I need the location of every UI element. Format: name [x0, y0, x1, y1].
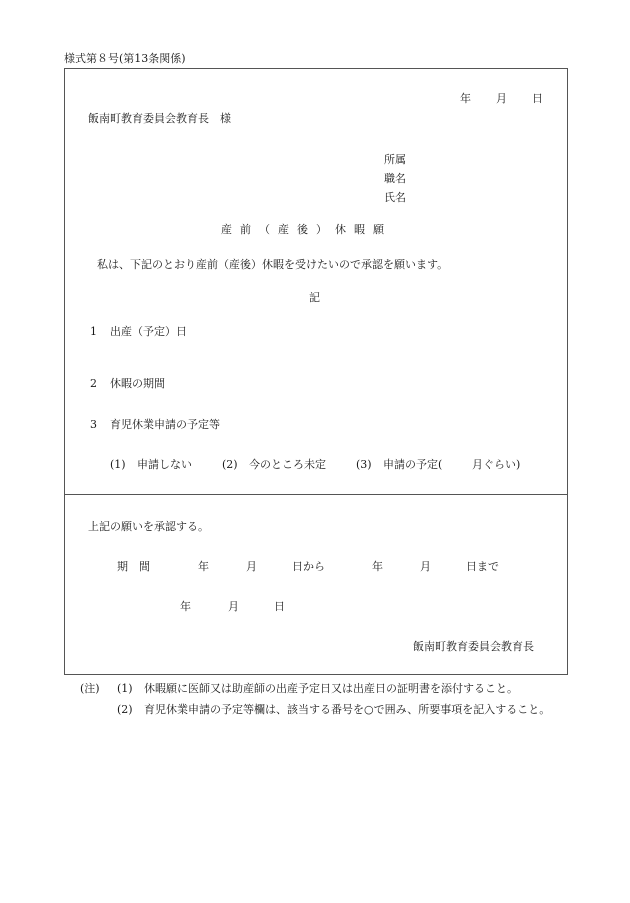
- section-divider: [64, 494, 568, 495]
- item-3-label: 育児休業申請の予定等: [110, 418, 220, 431]
- item-1-label: 出産（予定）日: [110, 325, 187, 338]
- approval-statement: 上記の願いを承認する。: [88, 520, 209, 533]
- option-2-label: 今のところ未定: [249, 458, 326, 471]
- approval-date-year: 年: [180, 600, 191, 613]
- date-month-label: 月: [496, 92, 507, 105]
- request-text: 私は、下記のとおり産前（産後）休暇を受けたいので承認を願います。: [97, 258, 449, 271]
- notes-prefix: (注): [80, 682, 100, 695]
- item-3-number: 3: [90, 418, 97, 431]
- approver: 飯南町教育委員会教育長: [413, 640, 534, 653]
- period-from-day: 日から: [292, 560, 325, 573]
- item-2-label: 休暇の期間: [110, 377, 165, 390]
- ki-heading: 記: [309, 291, 320, 304]
- item-1-number: 1: [90, 325, 97, 338]
- option-3-suffix: 月ぐらい): [472, 458, 521, 471]
- period-from-year: 年: [198, 560, 209, 573]
- date-day-label: 日: [532, 92, 543, 105]
- option-2-number: (2): [222, 458, 238, 471]
- period-from-month: 月: [246, 560, 257, 573]
- note-1-text: 休暇願に医師又は助産師の出産予定日又は出産日の証明書を添付すること。: [144, 682, 518, 695]
- addressee: 飯南町教育委員会教育長 様: [88, 112, 231, 125]
- note-2-number: (2): [117, 703, 133, 716]
- position-label: 職名: [384, 172, 406, 185]
- note-1-number: (1): [117, 682, 133, 695]
- form-number: 様式第８号(第13条関係): [64, 52, 186, 65]
- date-year-label: 年: [460, 92, 471, 105]
- period-label: 期 間: [117, 560, 150, 573]
- form-title: 産前（産後）休暇願: [221, 223, 392, 236]
- note-2-text: 育児休業申請の予定等欄は、該当する番号を○で囲み、所要事項を記入すること。: [144, 703, 551, 716]
- option-1-number: (1): [110, 458, 126, 471]
- approval-date-month: 月: [228, 600, 239, 613]
- name-label: 氏名: [384, 191, 406, 204]
- affiliation-label: 所属: [384, 153, 406, 166]
- period-to-month: 月: [420, 560, 431, 573]
- period-to-day: 日まで: [466, 560, 499, 573]
- option-3-number: (3): [356, 458, 372, 471]
- form-frame: [64, 68, 568, 675]
- option-1-label: 申請しない: [137, 458, 192, 471]
- option-3-label: 申請の予定(: [383, 458, 443, 471]
- approval-date-day: 日: [274, 600, 285, 613]
- period-to-year: 年: [372, 560, 383, 573]
- item-2-number: 2: [90, 377, 97, 390]
